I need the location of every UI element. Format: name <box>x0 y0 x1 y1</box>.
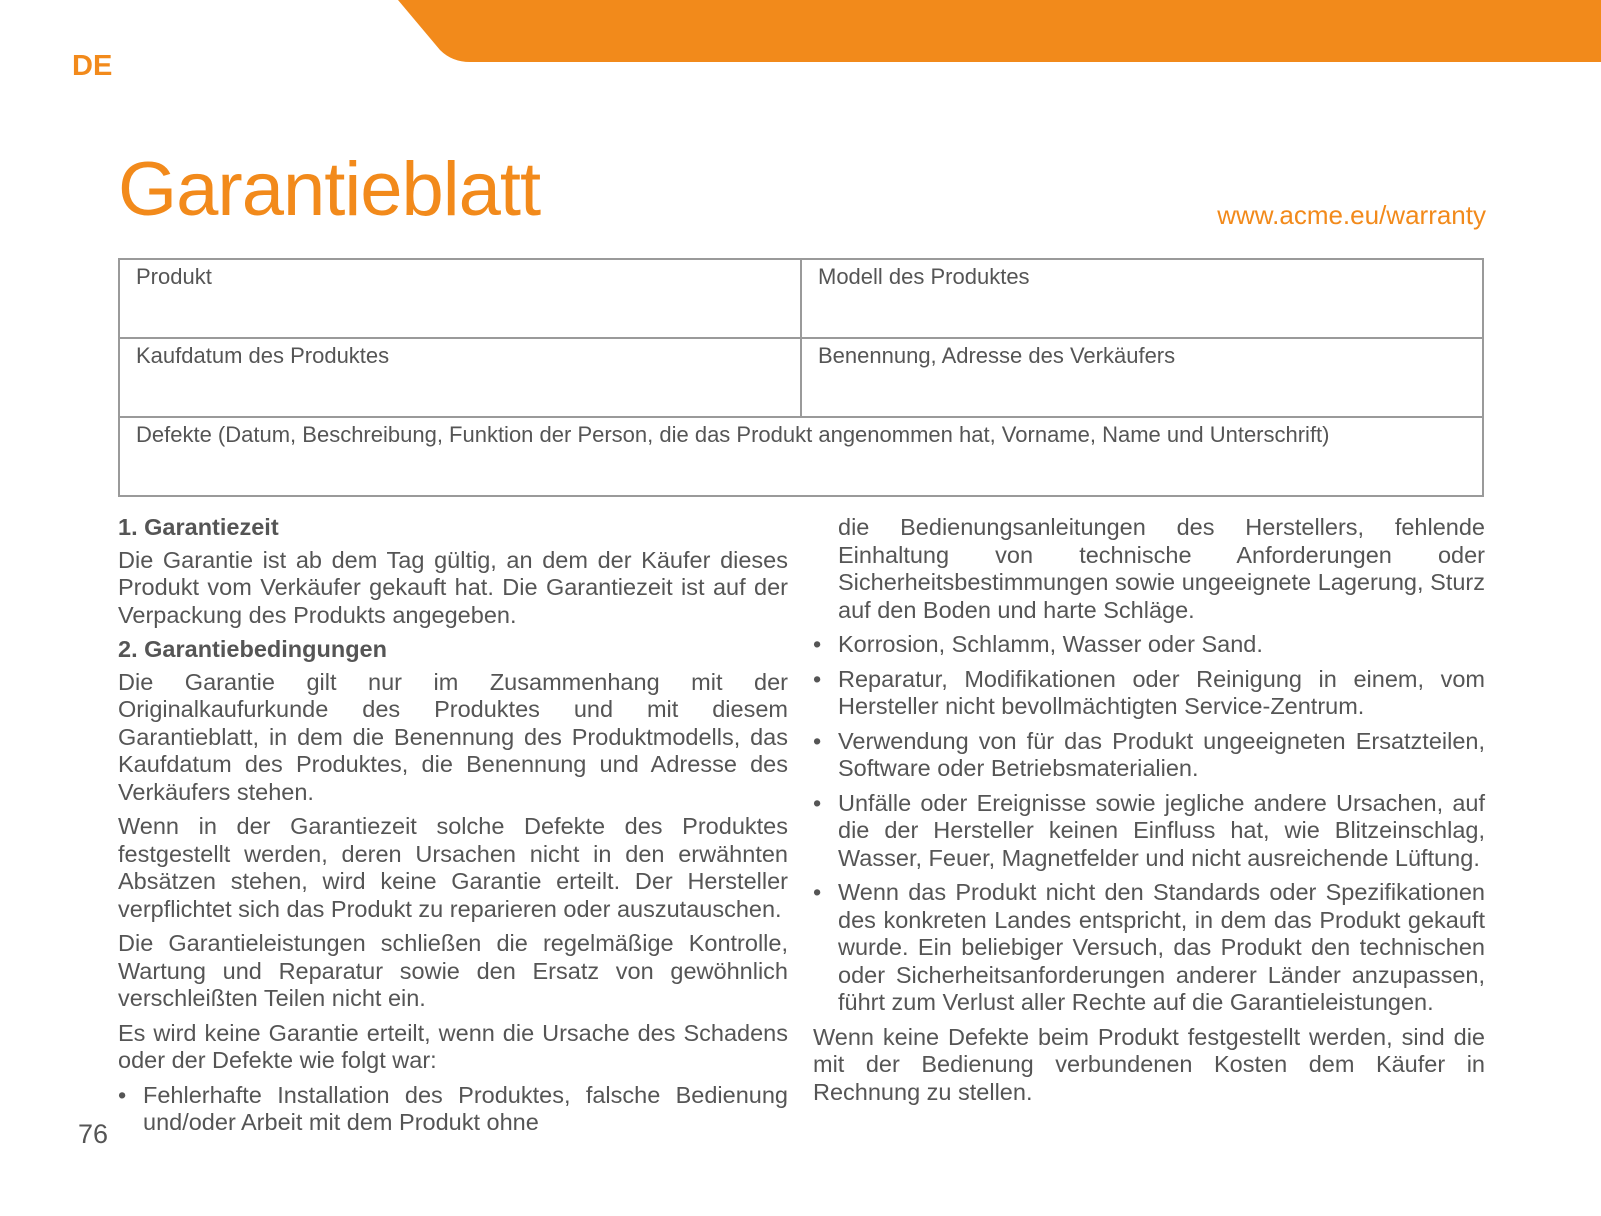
list-item <box>118 1082 788 1137</box>
left-column <box>118 514 788 1144</box>
language-code: DE <box>72 50 113 82</box>
bullet-icon: • <box>813 789 822 816</box>
bullet-icon: • <box>813 727 822 754</box>
header-accent-band <box>0 0 1601 62</box>
section-paragraph: Wenn in der Garantiezeit solche Defekte des Produktes festgestellt werden, deren Ursachen nicht in den erwähnten Absätzen stehen, wird keine Garantie erteilt. Der Hersteller verpflichtet sich das Produkt zu reparieren oder auszutauschen. <box>118 813 788 922</box>
bullet-icon: • <box>813 631 822 657</box>
list-item-text: Verwendung von für das Produkt ungeeigneten Ersatzteilen, Software oder Betriebsmaterialien. <box>838 727 1485 781</box>
list-item <box>813 790 1485 873</box>
section-paragraph: Die Garantie ist ab dem Tag gültig, an dem der Käufer dieses Produkt vom Verkäufer gekauft hat. Die Garantiezeit ist auf der Verpackung des Produkts angegeben. <box>118 546 788 628</box>
section-paragraph: Es wird keine Garantie erteilt, wenn die Ursache des Schadens oder der Defekte wie folgt war: <box>118 1019 788 1073</box>
list-item-text: Wenn das Produkt nicht den Standards oder Spezifikationen des konkreten Landes entspricht, in dem das Produkt gekauft wurde. Ein beliebiger Versuch, das Produkt den technischen oder Sicherheitsanforderungen anderer Länder anzupassen, führt zum Verlust aller Rechte auf die Garantieleistungen. <box>838 879 1485 1015</box>
list-item-text: Fehlerhafte Installation des Produktes, falsche Bedienung und/oder Arbeit mit dem Produkt ohne <box>143 1081 788 1135</box>
page-number: 76 <box>78 1119 109 1149</box>
list-item <box>813 666 1485 721</box>
exclusion-list <box>813 631 1485 1017</box>
defects-field[interactable]: Defekte (Datum, Beschreibung, Funktion der Person, die das Produkt angenommen hat, Vorname, Name und Unterschrift) <box>119 417 1483 496</box>
page-title: Garantieblatt <box>118 147 541 232</box>
section-paragraph: Die Garantieleistungen schließen die regelmäßige Kontrolle, Wartung und Reparatur sowie den Ersatz von gewöhnlich verschleißten Teilen nicht ein. <box>118 930 788 1011</box>
warranty-url: www.acme.eu/warranty <box>1217 200 1486 230</box>
right-column <box>813 514 1485 1113</box>
product-field[interactable]: Produkt <box>119 259 801 338</box>
purchase-date-field[interactable]: Kaufdatum des Produktes <box>119 338 801 417</box>
section-heading-warranty-conditions: 2. Garantiebedingungen <box>118 636 387 662</box>
list-item-continued: die Bedienungsanleitungen des Herstellers, fehlende Einhaltung von technische Anforderungen oder Sicherheitsbestimmungen sowie ungeeignete Lagerung, Sturz auf den Boden und harte Schläge. <box>838 514 1485 623</box>
list-item <box>813 879 1485 1017</box>
list-item-text: Korrosion, Schlamm, Wasser oder Sand. <box>838 631 1263 657</box>
model-field[interactable]: Modell des Produktes <box>801 259 1483 338</box>
warranty-form <box>118 258 1484 497</box>
seller-field[interactable]: Benennung, Adresse des Verkäufers <box>801 338 1483 417</box>
list-item <box>813 631 1485 659</box>
exclusion-list <box>118 1082 788 1137</box>
closing-paragraph: Wenn keine Defekte beim Produkt festgestellt werden, sind die mit der Bedienung verbundenen Kosten dem Käufer in Rechnung zu stellen. <box>813 1023 1485 1105</box>
section-paragraph: Die Garantie gilt nur im Zusammenhang mit der Originalkaufurkunde des Produktes und mit diesem Garantieblatt, in dem die Benennung des Produktmodells, das Kaufdatum des Produktes, die Benennung und Adresse des Verkäufers stehen. <box>118 668 788 805</box>
bullet-icon: • <box>118 1081 127 1108</box>
section-heading-warranty-period: 1. Garantiezeit <box>118 514 279 540</box>
bullet-icon: • <box>813 879 822 905</box>
list-item-text: Unfälle oder Ereignisse sowie jegliche andere Ursachen, auf die der Hersteller keinen Einfluss hat, wie Blitzeinschlag, Wasser, Feuer, Magnetfelder und nicht ausreichende Lüftung. <box>838 789 1485 871</box>
list-item <box>813 728 1485 783</box>
bullet-icon: • <box>813 665 822 692</box>
list-item-text: Reparatur, Modifikationen oder Reinigung in einem, vom Hersteller nicht bevollmächtigten Service-Zentrum. <box>838 665 1485 719</box>
